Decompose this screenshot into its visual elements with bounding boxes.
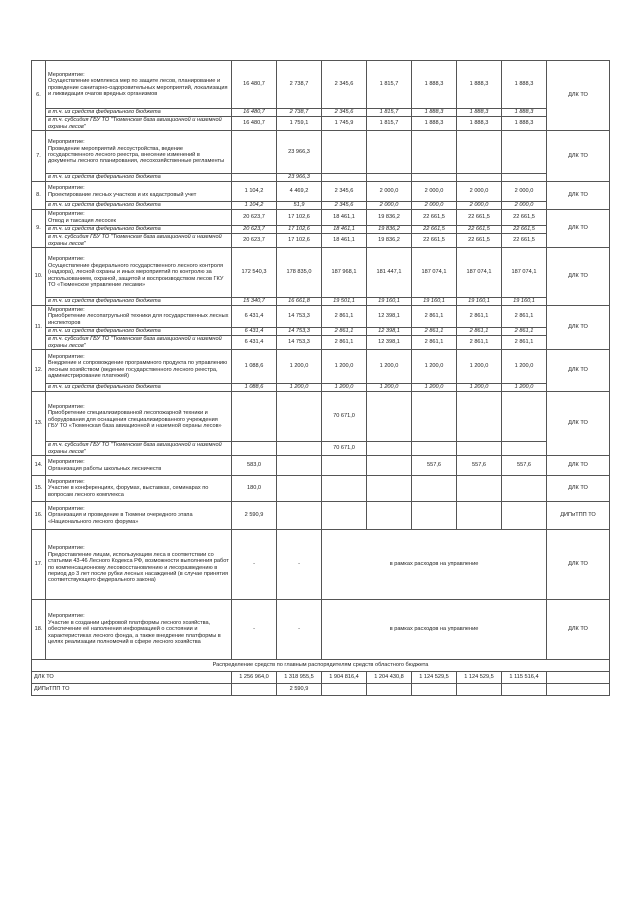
value-cell xyxy=(502,174,547,182)
row-number: 17. xyxy=(32,530,46,600)
measure-description xyxy=(46,530,232,600)
description-text: Мероприятие: Проектирование лесных участков и их кадастровый учет xyxy=(48,185,197,198)
value-cell: 22 661,5 xyxy=(502,226,547,234)
sub-label: в т.ч. субсидия ГБУ ТО "Тюменская база авиационной и наземной охраны лесов" xyxy=(46,442,232,456)
value-cell: 14 753,3 xyxy=(277,328,322,336)
value-cell: 2 345,6 xyxy=(322,182,367,202)
responsible-org: ДЛК ТО xyxy=(547,350,610,392)
value-cell: 1 104,2 xyxy=(232,202,277,210)
responsible-org: ДИПиТПП ТО xyxy=(547,502,610,530)
value-cell: 20 623,7 xyxy=(232,210,277,226)
value-cell: 19 836,2 xyxy=(367,226,412,234)
value-cell: 70 671,0 xyxy=(322,442,367,456)
measure-description xyxy=(46,210,232,226)
value-cell xyxy=(277,456,322,476)
measure-row-18 xyxy=(32,600,610,660)
value-cell xyxy=(367,456,412,476)
value-cell xyxy=(502,476,547,502)
value-cell: 12 398,1 xyxy=(367,328,412,336)
value-cell: 2 000,0 xyxy=(367,182,412,202)
value-cell xyxy=(367,174,412,182)
value-cell: 2 000,0 xyxy=(412,202,457,210)
value-cell: 1 888,3 xyxy=(412,109,457,117)
measure-row-9 xyxy=(32,210,610,226)
value-cell: 22 661,5 xyxy=(502,234,547,248)
value-cell: - xyxy=(277,530,322,600)
sub-row-federal xyxy=(32,298,610,306)
value-cell: 14 753,3 xyxy=(277,306,322,328)
description-text: Мероприятие: Приобретение лесопатрульной техники для государственных лесных инспекторов xyxy=(48,306,229,326)
value-cell: 1 200,0 xyxy=(412,384,457,392)
sub-row-subsidy xyxy=(32,234,610,248)
measure-row-8 xyxy=(32,182,610,202)
measure-row-10 xyxy=(32,248,610,298)
value-cell: 6 431,4 xyxy=(232,328,277,336)
value-cell: 557,6 xyxy=(502,456,547,476)
value-cell: 23 966,3 xyxy=(277,174,322,182)
value-cell: 1 759,1 xyxy=(277,117,322,131)
value-cell: 1 888,3 xyxy=(502,117,547,131)
sub-row-subsidy xyxy=(32,117,610,131)
measure-description xyxy=(46,502,232,530)
row-number: 7. xyxy=(32,131,46,182)
responsible-org: ДЛК ТО xyxy=(547,306,610,350)
sub-row-subsidy xyxy=(32,336,610,350)
responsible-org: ДЛК ТО xyxy=(547,456,610,476)
value-cell: 16 661,8 xyxy=(277,298,322,306)
value-cell xyxy=(322,502,367,530)
value-cell: 1 200,0 xyxy=(457,384,502,392)
measure-description xyxy=(46,456,232,476)
value-cell xyxy=(412,131,457,174)
value-cell xyxy=(367,392,412,442)
value-cell: 180,0 xyxy=(232,476,277,502)
row-number: 11. xyxy=(32,306,46,350)
row-number: 8. xyxy=(32,182,46,210)
measure-row-13 xyxy=(32,392,610,442)
distribution-row-dip xyxy=(32,684,610,696)
value-cell xyxy=(232,684,277,696)
value-cell: 2 000,0 xyxy=(412,182,457,202)
measure-description xyxy=(46,248,232,298)
row-number: 16. xyxy=(32,502,46,530)
sub-row-federal xyxy=(32,202,610,210)
value-cell: 2 861,1 xyxy=(322,336,367,350)
value-cell xyxy=(277,476,322,502)
description-text: Мероприятие: Участие в конференциях, форумах, выставках, семинарах по вопросам лесного комплекса xyxy=(48,478,209,498)
value-cell: 1 200,0 xyxy=(277,384,322,392)
measure-row-6 xyxy=(32,61,610,109)
description-text: Мероприятие: Участие в создании цифровой платформы лесного хозяйства, обеспечение её наполнения информацией о состоянии и характеристиках лесного фонда, а также внедрение платформы в целях реализации полномочий в сфере лесного хозяйства xyxy=(48,613,221,646)
value-cell xyxy=(232,131,277,174)
value-cell: 20 623,7 xyxy=(232,226,277,234)
value-cell: 187 968,1 xyxy=(322,248,367,298)
value-cell: 557,6 xyxy=(457,456,502,476)
value-cell: 1 204 430,8 xyxy=(367,672,412,684)
responsible-org: ДЛК ТО xyxy=(547,131,610,182)
value-cell: 2 345,6 xyxy=(322,202,367,210)
measure-description xyxy=(46,182,232,202)
distribution-header-row xyxy=(32,660,610,672)
value-cell xyxy=(457,131,502,174)
measure-row-17 xyxy=(32,530,610,600)
value-cell xyxy=(367,131,412,174)
value-cell: 1 888,3 xyxy=(457,109,502,117)
sub-label: в т.ч. из средств федерального бюджета xyxy=(46,202,232,210)
value-cell: 19 160,1 xyxy=(502,298,547,306)
value-cell: 19 501,1 xyxy=(322,298,367,306)
value-cell: 22 661,5 xyxy=(457,226,502,234)
value-cell: 16 480,7 xyxy=(232,61,277,109)
value-cell: 2 861,1 xyxy=(412,336,457,350)
value-cell: 6 431,4 xyxy=(232,306,277,328)
value-cell: 1 104,2 xyxy=(232,182,277,202)
distribution-row-dlk xyxy=(32,672,610,684)
value-cell: 1 088,6 xyxy=(232,384,277,392)
value-cell xyxy=(502,442,547,456)
value-cell: 19 160,1 xyxy=(412,298,457,306)
value-cell: 1 888,3 xyxy=(502,61,547,109)
value-cell: 17 102,6 xyxy=(277,210,322,226)
value-cell: 1 318 955,5 xyxy=(277,672,322,684)
value-cell: 1 888,3 xyxy=(412,61,457,109)
measure-row-15 xyxy=(32,476,610,502)
value-cell: 18 461,1 xyxy=(322,234,367,248)
value-cell xyxy=(457,442,502,456)
value-cell xyxy=(322,684,367,696)
value-cell: 2 861,1 xyxy=(502,328,547,336)
value-cell: 2 861,1 xyxy=(412,328,457,336)
description-text: Мероприятие: Организация работы школьных лесничеств xyxy=(48,459,162,472)
value-cell xyxy=(322,456,367,476)
value-cell: 172 540,3 xyxy=(232,248,277,298)
value-cell xyxy=(322,476,367,502)
value-cell xyxy=(502,392,547,442)
value-cell: 1 888,3 xyxy=(457,61,502,109)
value-cell xyxy=(457,174,502,182)
value-cell: 2 861,1 xyxy=(457,336,502,350)
value-cell xyxy=(367,684,412,696)
sub-row-federal xyxy=(32,384,610,392)
value-cell: 20 623,7 xyxy=(232,234,277,248)
value-cell xyxy=(322,174,367,182)
sub-row-federal xyxy=(32,174,610,182)
value-cell xyxy=(277,502,322,530)
responsible-org: ДЛК ТО xyxy=(547,61,610,131)
value-cell: 6 431,4 xyxy=(232,336,277,350)
row-number: 6. xyxy=(32,61,46,131)
sub-label: в т.ч. субсидия ГБУ ТО "Тюменская база авиационной и наземной охраны лесов" xyxy=(46,117,232,131)
row-number: 10. xyxy=(32,248,46,306)
value-cell: 19 160,1 xyxy=(457,298,502,306)
value-cell: 1 256 964,0 xyxy=(232,672,277,684)
empty-cell xyxy=(547,672,610,684)
sub-label: в т.ч. субсидия ГБУ ТО "Тюменская база авиационной и наземной охраны лесов" xyxy=(46,234,232,248)
value-cell xyxy=(367,476,412,502)
value-cell: 14 753,3 xyxy=(277,336,322,350)
value-cell: 181 447,1 xyxy=(367,248,412,298)
responsible-org: ДЛК ТО xyxy=(547,182,610,210)
value-cell: 15 340,7 xyxy=(232,298,277,306)
value-cell xyxy=(412,174,457,182)
value-cell: 1 200,0 xyxy=(367,384,412,392)
value-cell: 1 815,7 xyxy=(367,117,412,131)
value-cell xyxy=(502,684,547,696)
value-cell: 2 000,0 xyxy=(502,202,547,210)
value-cell: 1 124 529,5 xyxy=(457,672,502,684)
measure-row-12 xyxy=(32,350,610,384)
value-cell: 187 074,1 xyxy=(412,248,457,298)
value-cell: 583,0 xyxy=(232,456,277,476)
value-cell: 2 861,1 xyxy=(457,328,502,336)
description-text: Мероприятие: Проведение мероприятий лесоустройства, ведение государственного лесного реестра, внесение изменений в документы лесного планирования, лесохозяйственные регламенты xyxy=(48,139,225,165)
value-cell xyxy=(457,502,502,530)
value-cell: 1 200,0 xyxy=(277,350,322,384)
value-cell xyxy=(412,684,457,696)
value-cell: 22 661,5 xyxy=(457,210,502,226)
value-cell: 2 861,1 xyxy=(502,306,547,328)
value-cell: 2 000,0 xyxy=(502,182,547,202)
value-cell: 22 661,5 xyxy=(502,210,547,226)
value-cell: 22 661,5 xyxy=(412,210,457,226)
description-text: Мероприятие: Отвод и таксация лесосек xyxy=(48,211,116,224)
value-cell: 16 480,7 xyxy=(232,117,277,131)
measure-row-7 xyxy=(32,131,610,174)
measure-row-11 xyxy=(32,306,610,328)
measure-description xyxy=(46,600,232,660)
value-cell xyxy=(457,684,502,696)
value-cell xyxy=(412,502,457,530)
value-cell xyxy=(502,131,547,174)
value-cell: 2 000,0 xyxy=(457,182,502,202)
value-cell: 2 861,1 xyxy=(322,306,367,328)
value-cell xyxy=(322,131,367,174)
value-cell: 2 861,1 xyxy=(502,336,547,350)
value-cell xyxy=(367,442,412,456)
management-expenses-note: в рамках расходов на управление xyxy=(322,600,547,660)
value-cell: 2 861,1 xyxy=(322,328,367,336)
sub-row-subsidy xyxy=(32,442,610,456)
value-cell xyxy=(367,502,412,530)
value-cell: 2 738,7 xyxy=(277,109,322,117)
measure-description xyxy=(46,476,232,502)
responsible-org: ДЛК ТО xyxy=(547,210,610,248)
value-cell xyxy=(412,392,457,442)
empty-cell xyxy=(547,684,610,696)
distribution-title: Распределение средств по главным распорядителям средств областного бюджета xyxy=(32,660,610,672)
responsible-org: ДЛК ТО xyxy=(547,476,610,502)
responsible-org: ДЛК ТО xyxy=(547,530,610,600)
row-number: 12. xyxy=(32,350,46,392)
description-text: Мероприятие: Приобретение специализированной лесопожарной техники и оборудования для оснащения специализированного учреждения ГБУ ТО «Тюменская база авиационной и наземной охраны лесов» xyxy=(48,403,222,429)
sub-label: в т.ч. из средств федерального бюджета xyxy=(46,384,232,392)
responsible-org: ДЛК ТО xyxy=(547,600,610,660)
value-cell xyxy=(232,392,277,442)
value-cell xyxy=(277,392,322,442)
value-cell: 2 861,1 xyxy=(412,306,457,328)
value-cell: 2 861,1 xyxy=(457,306,502,328)
value-cell: 1 888,3 xyxy=(502,109,547,117)
value-cell: 178 835,0 xyxy=(277,248,322,298)
value-cell: 2 345,6 xyxy=(322,109,367,117)
row-number: 18. xyxy=(32,600,46,660)
measure-description xyxy=(46,131,232,174)
value-cell: 19 836,2 xyxy=(367,234,412,248)
value-cell: 22 661,5 xyxy=(412,234,457,248)
value-cell: 2 000,0 xyxy=(367,202,412,210)
value-cell: 18 461,1 xyxy=(322,210,367,226)
measure-description xyxy=(46,392,232,442)
distribution-label: ДИПиТПП ТО xyxy=(32,684,232,696)
value-cell: 1 745,9 xyxy=(322,117,367,131)
value-cell: 12 398,1 xyxy=(367,306,412,328)
row-number: 9. xyxy=(32,210,46,248)
value-cell xyxy=(232,442,277,456)
value-cell: 1 200,0 xyxy=(457,350,502,384)
distribution-label: ДЛК ТО xyxy=(32,672,232,684)
value-cell: 2 590,9 xyxy=(232,502,277,530)
value-cell xyxy=(457,476,502,502)
sub-row-federal xyxy=(32,109,610,117)
sub-label: в т.ч. из средств федерального бюджета xyxy=(46,226,232,234)
value-cell: 557,6 xyxy=(412,456,457,476)
value-cell: 12 398,1 xyxy=(367,336,412,350)
value-cell: 22 661,5 xyxy=(412,226,457,234)
value-cell: 1 888,3 xyxy=(412,117,457,131)
row-number: 14. xyxy=(32,456,46,476)
value-cell: 1 115 516,4 xyxy=(502,672,547,684)
value-cell: 17 102,6 xyxy=(277,226,322,234)
sub-row-federal xyxy=(32,226,610,234)
description-text: Мероприятие: Внедрение и сопровождение программного продукта по управлению лесным хозяйством (ведение государственного лесного реестра, администрирование платежей) xyxy=(48,353,228,379)
value-cell: 1 815,7 xyxy=(367,109,412,117)
sub-label: в т.ч. из средств федерального бюджета xyxy=(46,109,232,117)
measure-row-14 xyxy=(32,456,610,476)
sub-label: в т.ч. из средств федерального бюджета xyxy=(46,298,232,306)
value-cell: 19 836,2 xyxy=(367,210,412,226)
value-cell: 2 345,6 xyxy=(322,61,367,109)
value-cell xyxy=(412,442,457,456)
description-text: Мероприятие: Осуществление комплекса мер по защите лесов, планирование и проведение санитарно-оздоровительных мероприятий, локализация и ликвидация очагов вредных организмов xyxy=(48,71,228,97)
value-cell: 1 088,6 xyxy=(232,350,277,384)
value-cell: 1 200,0 xyxy=(502,350,547,384)
description-text: Мероприятие: Осуществление федерального государственного лесного контроля (надзора), лесной охраны и иных мероприятий по контролю за использованием, охраной, защитой и воспроизводством лесов ГКУ ТО «Тюменское управление лесами» xyxy=(48,256,224,289)
value-cell: 1 815,7 xyxy=(367,61,412,109)
value-cell: 51,9 xyxy=(277,202,322,210)
sub-label: в т.ч. субсидия ГБУ ТО "Тюменская база авиационной и наземной охраны лесов" xyxy=(46,336,232,350)
responsible-org: ДЛК ТО xyxy=(547,248,610,306)
value-cell: 70 671,0 xyxy=(322,392,367,442)
value-cell xyxy=(232,174,277,182)
value-cell: 1 200,0 xyxy=(322,350,367,384)
value-cell: 23 966,3 xyxy=(277,131,322,174)
value-cell: 22 661,5 xyxy=(457,234,502,248)
measure-row-16 xyxy=(32,502,610,530)
value-cell: - xyxy=(232,530,277,600)
management-expenses-note: в рамках расходов на управление xyxy=(322,530,547,600)
value-cell: 1 888,3 xyxy=(457,117,502,131)
measure-description xyxy=(46,306,232,328)
program-measures-table xyxy=(31,60,610,696)
value-cell: 1 200,0 xyxy=(367,350,412,384)
value-cell: - xyxy=(277,600,322,660)
value-cell: 187 074,1 xyxy=(502,248,547,298)
value-cell: 16 480,7 xyxy=(232,109,277,117)
value-cell: 1 200,0 xyxy=(322,384,367,392)
value-cell: 1 124 529,5 xyxy=(412,672,457,684)
description-text: Мероприятие: Организация и проведение в Тюмени очередного этапа «Национального лесного форума» xyxy=(48,505,193,525)
value-cell: 2 000,0 xyxy=(457,202,502,210)
value-cell: 187 074,1 xyxy=(457,248,502,298)
value-cell xyxy=(457,392,502,442)
measure-description xyxy=(46,350,232,384)
sub-label: в т.ч. из средств федерального бюджета xyxy=(46,328,232,336)
value-cell: 2 590,9 xyxy=(277,684,322,696)
value-cell: 1 200,0 xyxy=(502,384,547,392)
value-cell: 17 102,6 xyxy=(277,234,322,248)
sub-row-federal xyxy=(32,328,610,336)
responsible-org: ДЛК ТО xyxy=(547,392,610,456)
value-cell xyxy=(502,502,547,530)
value-cell: 1 200,0 xyxy=(412,350,457,384)
value-cell: 4 469,2 xyxy=(277,182,322,202)
sub-label: в т.ч. из средств федерального бюджета xyxy=(46,174,232,182)
value-cell: 18 461,1 xyxy=(322,226,367,234)
row-number: 15. xyxy=(32,476,46,502)
description-text: Мероприятие: Предоставление лицам, использующим леса в соответствии со статьями 43-46 Лесного Кодекса РФ, возможности выполнения работ по компенсационному лесовосстановлению и лесоразведению в период до 3 лет после рубки лесных насаждений (в случае принятия соответствующего федерального закона) xyxy=(48,545,229,584)
value-cell xyxy=(412,476,457,502)
value-cell: 19 160,1 xyxy=(367,298,412,306)
value-cell: 1 904 816,4 xyxy=(322,672,367,684)
row-number: 13. xyxy=(32,392,46,456)
value-cell: - xyxy=(232,600,277,660)
value-cell: 2 738,7 xyxy=(277,61,322,109)
measure-description xyxy=(46,61,232,109)
value-cell xyxy=(277,442,322,456)
